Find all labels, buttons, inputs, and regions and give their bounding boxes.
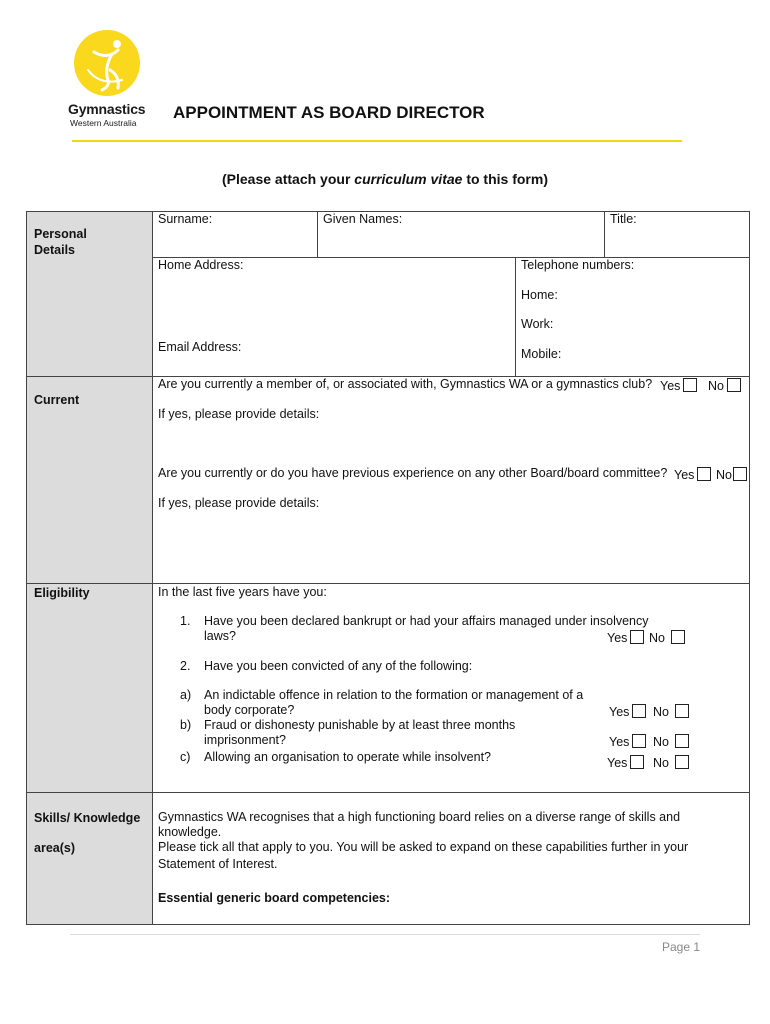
yes-checkbox[interactable] — [630, 630, 644, 644]
no-checkbox[interactable] — [675, 755, 689, 769]
no-label: No — [649, 631, 665, 645]
qb-letter: b) — [180, 718, 192, 732]
insolvent-yes-option[interactable] — [607, 755, 644, 771]
membership-yes-option[interactable] — [660, 378, 697, 394]
work-phone-field[interactable]: Work: — [521, 317, 554, 331]
yes-label: Yes — [660, 379, 681, 393]
insolvent-no-option[interactable] — [653, 755, 689, 771]
insolvent-question: Allowing an organisation to operate while insolvent? — [204, 750, 491, 764]
telephone-label: Telephone numbers: — [521, 258, 635, 272]
instruction-post: to this form) — [462, 171, 548, 187]
q1-number: 1. — [180, 614, 191, 628]
yes-label: Yes — [609, 705, 630, 719]
footer-divider — [70, 934, 700, 935]
application-form — [26, 211, 750, 925]
column-divider — [604, 212, 605, 257]
yes-label: Yes — [609, 735, 630, 749]
board-details-field[interactable]: If yes, please provide details: — [158, 496, 320, 510]
yes-checkbox[interactable] — [630, 755, 644, 769]
bankrupt-question: Have you been declared bankrupt or had your affairs managed under insolvency — [204, 614, 649, 628]
home-phone-field[interactable]: Home: — [521, 288, 558, 302]
page-number: Page 1 — [662, 940, 701, 954]
form-instruction — [0, 171, 770, 187]
skills-intro-cont: knowledge. — [158, 825, 222, 839]
yes-label: Yes — [607, 631, 628, 645]
board-experience-question: Are you currently or do you have previous experience on any other Board/board committee? — [158, 466, 668, 480]
section-label-skills-cont: area(s) — [34, 841, 75, 855]
yes-label: Yes — [607, 756, 628, 770]
yes-checkbox[interactable] — [697, 467, 711, 481]
column-divider — [515, 257, 516, 376]
indictable-no-option[interactable] — [653, 704, 689, 720]
yes-checkbox[interactable] — [632, 704, 646, 718]
title-field[interactable]: Title: — [610, 212, 637, 226]
membership-question: Are you currently a member of, or associated with, Gymnastics WA or a gymnastics club? — [158, 377, 653, 391]
membership-details-field[interactable]: If yes, please provide details: — [158, 407, 320, 421]
instruction-pre: (Please attach your — [222, 171, 355, 187]
no-checkbox[interactable] — [727, 378, 741, 392]
indictable-question: An indictable offence in relation to the formation or management of a — [204, 688, 584, 702]
section-divider — [27, 583, 749, 584]
logo-subtitle: Western Australia — [70, 118, 137, 128]
q2-number: 2. — [180, 659, 191, 673]
fraud-question: Fraud or dishonesty punishable by at least three months — [204, 718, 516, 732]
header-divider — [72, 140, 682, 142]
given-names-field[interactable]: Given Names: — [323, 212, 403, 226]
no-checkbox[interactable] — [733, 467, 747, 481]
eligibility-intro: In the last five years have you: — [158, 585, 327, 599]
surname-field[interactable]: Surname: — [158, 212, 213, 226]
section-label-skills: Skills/ Knowledge — [34, 811, 141, 825]
no-checkbox[interactable] — [675, 704, 689, 718]
no-checkbox[interactable] — [671, 630, 685, 644]
yes-checkbox[interactable] — [683, 378, 697, 392]
indictable-yes-option[interactable] — [609, 704, 646, 720]
fraud-question-cont: imprisonment? — [204, 733, 286, 747]
convicted-question: Have you been convicted of any of the following: — [204, 659, 473, 673]
email-address-field[interactable]: Email Address: — [158, 340, 242, 354]
mobile-phone-field[interactable]: Mobile: — [521, 347, 562, 361]
skills-instruction: Please tick all that apply to you. You will be asked to expand on these capabilities further in your — [158, 840, 689, 854]
logo-name: Gymnastics — [68, 101, 146, 117]
section-label-eligibility: Eligibility — [34, 586, 90, 600]
qa-letter: a) — [180, 688, 192, 702]
page-title: APPOINTMENT AS BOARD DIRECTOR — [173, 103, 485, 122]
no-label: No — [716, 468, 732, 482]
board-yes-option[interactable] — [674, 467, 711, 483]
fraud-no-option[interactable] — [653, 734, 689, 750]
section-divider — [27, 792, 749, 793]
indictable-question-cont: body corporate? — [204, 703, 295, 717]
no-label: No — [708, 379, 724, 393]
bankrupt-no-option[interactable] — [649, 630, 685, 646]
home-address-field[interactable]: Home Address: — [158, 258, 244, 272]
skills-intro: Gymnastics WA recognises that a high functioning board relies on a diverse range of skills and — [158, 810, 681, 824]
section-label-current: Current — [34, 393, 80, 407]
membership-no-option[interactable] — [708, 378, 741, 394]
fraud-yes-option[interactable] — [609, 734, 646, 750]
section-label-personal-text: Personal Details — [34, 227, 87, 257]
no-label: No — [653, 756, 669, 770]
gymnastics-wa-logo — [66, 30, 156, 130]
no-label: No — [653, 705, 669, 719]
yes-label: Yes — [674, 468, 695, 482]
qc-letter: c) — [180, 750, 191, 764]
no-label: No — [653, 735, 669, 749]
skills-instruction-cont: Statement of Interest. — [158, 857, 278, 871]
column-divider — [317, 212, 318, 257]
no-checkbox[interactable] — [675, 734, 689, 748]
board-no-option[interactable] — [716, 467, 747, 483]
bankrupt-question-cont: laws? — [204, 629, 236, 643]
bankrupt-yes-option[interactable] — [607, 630, 644, 646]
competencies-heading: Essential generic board competencies: — [158, 891, 391, 905]
section-label-personal — [34, 226, 94, 258]
instruction-italic: curriculum vitae — [354, 171, 463, 187]
yes-checkbox[interactable] — [632, 734, 646, 748]
gymnast-figure-icon — [74, 30, 140, 96]
